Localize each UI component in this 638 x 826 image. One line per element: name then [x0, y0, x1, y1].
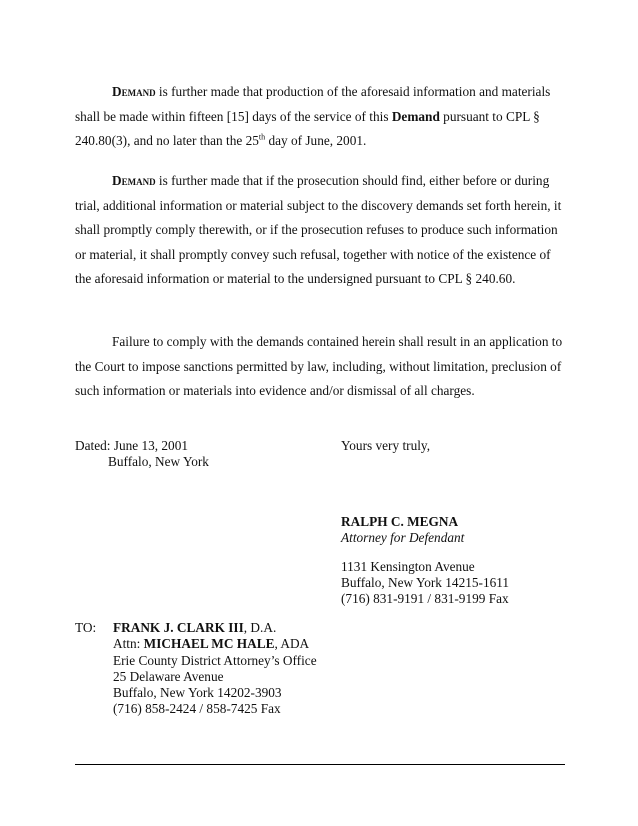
recipient-block [113, 620, 317, 718]
signature-block [341, 514, 509, 607]
paragraph-failure-to-comply: Failure to comply with the demands contained herein shall result in an application to the Court to impose sanctions permitted by law, including, without limitation, preclusion of such information or materials into evidence and/or dismissal of all charges. [75, 334, 563, 398]
recipient-address-line2: Buffalo, New York 14202-3903 [113, 685, 282, 701]
signer-address-line1: 1131 Kensington Avenue [341, 558, 475, 574]
recipient-address-line1: 25 Delaware Avenue [113, 668, 224, 684]
demand-lead: Demand [112, 84, 156, 99]
dated-line: Dated: June 13, 2001 [75, 438, 189, 453]
attn-name: MICHAEL MC HALE [143, 636, 275, 652]
dated-block [75, 438, 209, 471]
recipient-name-line: FRANK J. CLARK III, D.A. [113, 620, 277, 635]
to-label: TO: [75, 620, 97, 635]
recipient-name: FRANK J. CLARK III [113, 620, 244, 635]
dated-location: Buffalo, New York [108, 454, 209, 470]
footer-divider [75, 764, 565, 765]
signer-phone: (716) 831-9191 / 831-9199 Fax [341, 591, 509, 607]
signer-name: RALPH C. MEGNA [341, 514, 459, 529]
recipient-phone: (716) 858-2424 / 858-7425 Fax [113, 701, 281, 717]
attn-line: Attn: MICHAEL MC HALE, ADA [113, 636, 310, 652]
demand-lead: Demand [112, 173, 156, 188]
paragraph-demand-continuing: Demand is further made that if the prosecution should find, either before or during trial, additional information or material subject to the discovery demands set forth herein, it shall promptly comply therewith, or if the prosecution refuses to produce such information or material, it shall promptly convey such refusal, together with notice of the existence of the aforesaid information or material to the undersigned pursuant to CPL § 240.60. [75, 173, 562, 286]
recipient-office: Erie County District Attorney’s Office [113, 652, 317, 668]
demand-bold: Demand [391, 108, 440, 124]
signer-address-line2: Buffalo, New York 14215-1611 [341, 574, 510, 590]
closing-salutation: Yours very truly, [341, 438, 431, 453]
signer-title: Attorney for Defendant [341, 530, 465, 546]
paragraph-demand-timing: Demand is further made that production of the aforesaid information and materials shall be made within fifteen [15] days of the service of this Demand pursuant to CPL § 240.80(3), and no later than the 25th day of June, 2001. [75, 84, 551, 148]
